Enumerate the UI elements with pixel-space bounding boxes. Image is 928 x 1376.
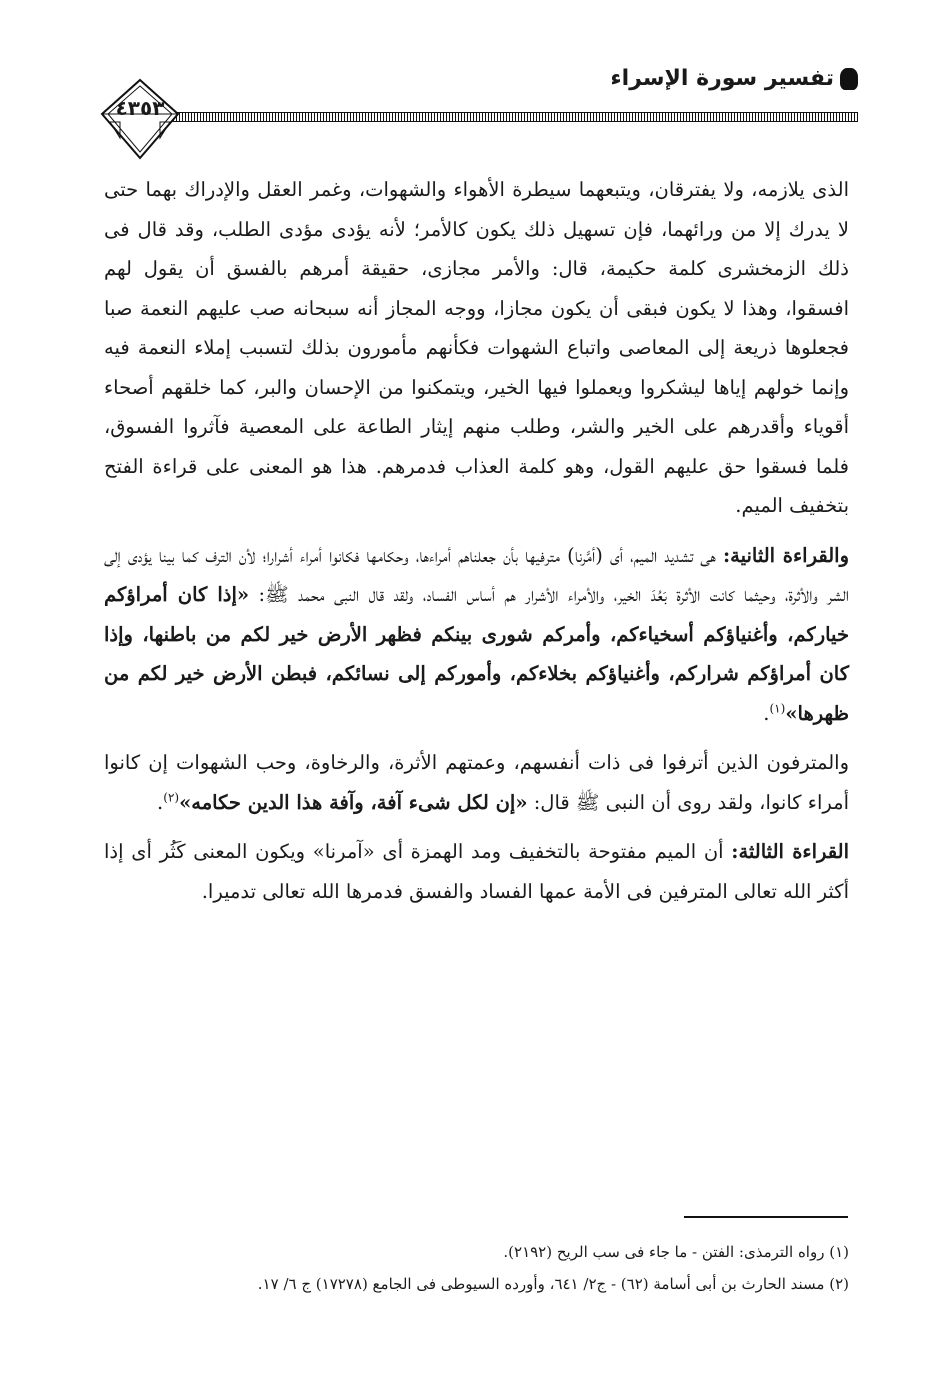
footnote-divider: [684, 1216, 848, 1218]
header-rule: [170, 112, 858, 122]
reading-three-label: القراءة الثالثة:: [731, 840, 849, 863]
hadith-quote-2: «إن لكل شىء آفة، وآفة هذا الدين حكامه»: [179, 790, 528, 814]
paragraph-3-tail: .: [157, 790, 164, 814]
paragraph-1-text: الذى يلازمه، ولا يفترقان، ويتبعهما سيطرة الأهواء والشهوات، وغمر العقل والإدراك بهما حتى لا يدرك إلا من ورائهما، فإن تسهيل ذلك يكون كالأمر؛ لأنه يؤدى مؤدى الطلب، وقد قال فى ذلك الزمخشرى كلمة حكيمة، قال: والأمر مجازى، حقيقة أمرهم بالفسق أن يقول لهم افسقوا، وهذا لا يكون فبقى أن يكون مجازا، ووجه المجاز أنه سبحانه صب عليهم النعمة صبا فجعلوها ذريعة إلى المعاصى واتباع الشهوات فكأنهم مأمورون بذلك لتسبب إملاء النعمة فيه وإنما خولهم إياها ليشكروا ويعملوا فيها الخير، ويتمكنوا من الإحسان والبر، كما خلقهم أصحاء أقوياء وأقدرهم على الخير والشر، وطلب منهم إيثار الطاعة على المعصية فآثروا الفسوق، فلما فسقوا حق عليهم القول، وهو كلمة العذاب فدمرهم. هذا هو المعنى على قراءة الفتح بتخفيف الميم.: [104, 178, 849, 517]
paragraph-4-text: أن الميم مفتوحة بالتخفيف ومد الهمزة أى «آمرنا» ويكون المعنى كَثُر أى إذا أكثر الله تعالى المترفين فى الأمة عمها الفساد والفسق فدمرها الله تعالى تدميرا.: [104, 840, 849, 903]
header-ornament-icon: [840, 68, 858, 90]
paragraph-4: [104, 832, 849, 911]
paragraph-3-text: والمترفون الذين أترفوا فى ذات أنفسهم، وعمتهم الأثرة، والرخاوة، وحب الشهوات إن كانوا أمراء كانوا، ولقد روى أن النبى ﷺ قال:: [104, 751, 849, 814]
footnote-1: (١) رواه الترمذى: الفتن - ما جاء فى سب الريح (٢١٩٢).: [503, 1243, 849, 1261]
reading-two-label: والقراءة الثانية:: [722, 543, 849, 567]
paragraph-2-tail: .: [763, 701, 770, 725]
footnote-2: (٢) مسند الحارث بن أبى أسامة (٦٢) - ج٢/ ٦٤١، وأورده السيوطى فى الجامع (١٧٢٧٨) ج ٦/ ١٧.: [257, 1275, 849, 1293]
page-header: [0, 0, 928, 160]
hadith-quote-1: «إذا كان أمراؤكم خياركم، وأغنياؤكم أسخياءكم، وأمركم شورى بينكم فظهر الأرض خير لكم من باطنها، وإذا كان أمراؤكم شراركم، وأغنياؤكم بخلاءكم، وأموركم إلى نسائكم، فبطن الأرض خير لكم من ظهرها»: [104, 583, 849, 725]
paragraph-1: [104, 170, 849, 526]
page-number-badge: [100, 78, 180, 160]
footnote-ref-2: (٢): [163, 790, 180, 804]
page-number: ٤٣٥٣: [115, 96, 165, 120]
running-title: تفسير سورة الإسراء: [610, 66, 834, 91]
paragraph-3: [104, 743, 849, 822]
footnote-ref-1: (١): [769, 701, 786, 715]
paragraph-2-text: هى تشديد الميم، أى (أمَّرنا) مترفيها بأن جعلناهم أمراءها، وحكامها فكانوا أمراء أشرارا؛ لأن الترف كما بينا يؤدى إلى الشر والأثرة، وحيثما كانت الأثرة بَعُدَ الخير، والأمراء الأشرار هم أساس الفساد، ولقد قال النبى محمد ﷺ:: [104, 543, 849, 606]
footnotes: [104, 1236, 849, 1300]
paragraph-2: [104, 536, 849, 734]
main-text: [104, 170, 849, 921]
